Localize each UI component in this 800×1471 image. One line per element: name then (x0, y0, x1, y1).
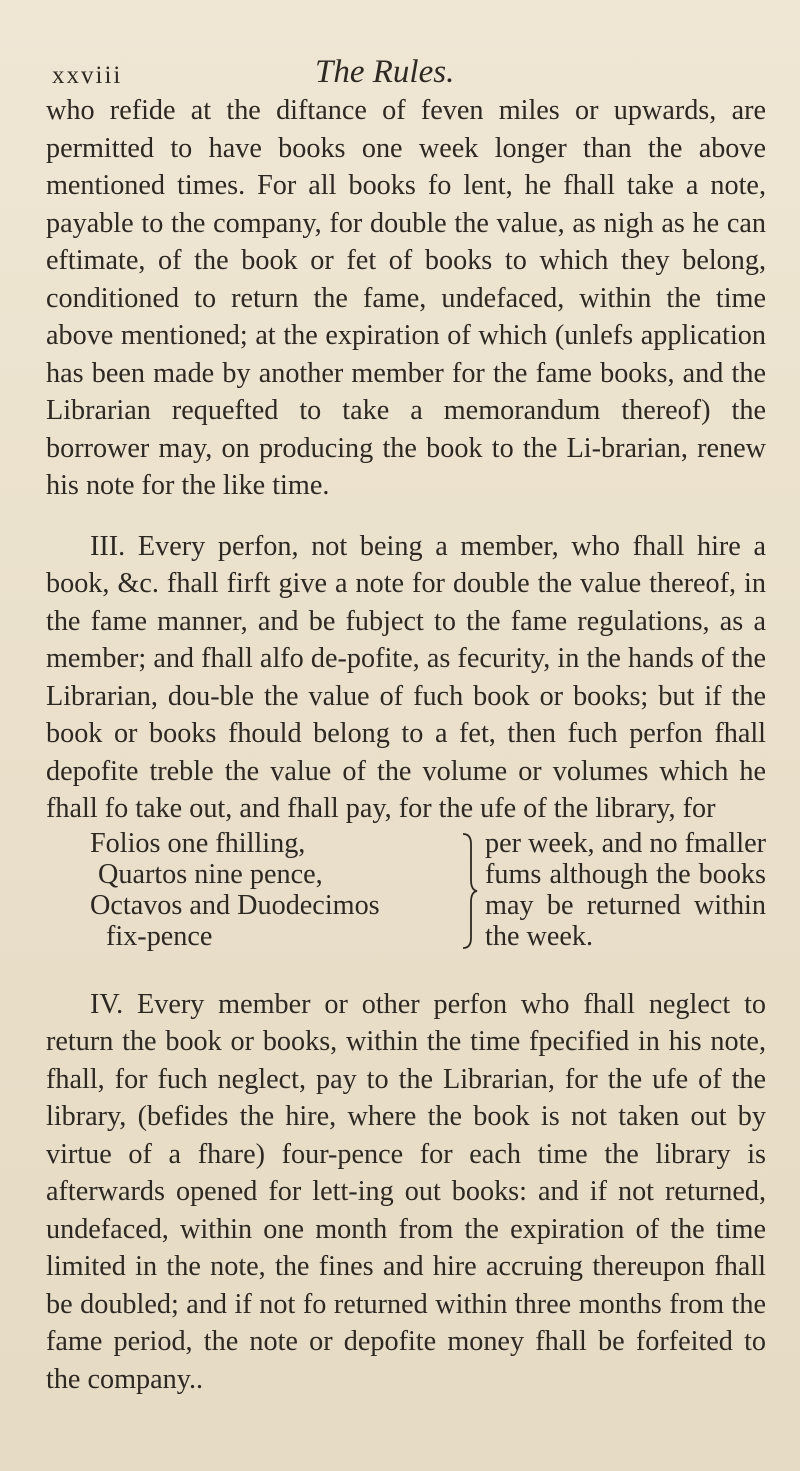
rates-conditions (483, 828, 766, 952)
rate-quartos: Quartos nine pence, (98, 858, 323, 890)
rate-condition-line: fums although the books (485, 858, 766, 890)
running-title: The Rules. (315, 54, 455, 90)
rates-formats (90, 828, 461, 952)
rate-octavos: Octavos and Duodecimos (90, 889, 380, 921)
paragraph-rule-four: IV. Every member or other perfon who fhall neglect to return the book or books, within the time fpecified in his note, fhall, for fuch neglect, pay to the Librarian, for the ufe of the library, (befides the hire, where the book is not taken out by virtue of a fhare) four-pence for each time the library is afterwards opened for lett-ing out books: and if not returned, undefaced, within one month from the expiration of the time limited in the note, the fines and hire accruing thereupon fhall be doubled; and if not fo returned within three months from the fame period, the note or depofite money fhall be forfeited to the company.. (46, 988, 766, 1395)
paragraph-continuation: who refide at the diftance of feven miles or upwards, are permitted to have books one week longer than the above mentioned times. For all books fo lent, he fhall take a note, payable to the company, for double the value, as nigh as he can eftimate, of the book or fet of books to which they belong, conditioned to return the fame, undefaced, within the time above mentioned; at the expiration of which (unlefs application has been made by another member for the fame books, and the Librarian requefted to take a memorandum thereof) the borrower may, on producing the book to the Li-brarian, renew his note for the like time. (46, 95, 766, 501)
curly-brace-icon (461, 828, 483, 952)
rate-folios: Folios one fhilling, (90, 827, 306, 859)
running-head (52, 54, 752, 94)
rate-condition-line: may be returned within (485, 889, 766, 921)
page-number: xxviii (52, 62, 123, 89)
body-text (46, 92, 766, 1398)
rate-condition-line: per week, and no fmaller (485, 827, 766, 859)
hire-rates-table (46, 828, 766, 952)
rate-condition-line: the week. (485, 920, 594, 952)
paragraph-rule-three: III. Every perfon, not being a member, who fhall hire a book, &c. fhall firft give a note for double the value thereof, in the fame manner, and be fubject to the fame regulations, as a member; and fhall alfo de-pofite, as fecurity, in the hands of the Librarian, dou-ble the value of fuch book or books; but if the book or books fhould belong to a fet, then fuch perfon fhall depofite treble the value of the volume or volumes which he fhall fo take out, and fhall pay, for the ufe of the library, for (46, 530, 766, 824)
rate-sixpence: fix-pence (106, 920, 213, 952)
